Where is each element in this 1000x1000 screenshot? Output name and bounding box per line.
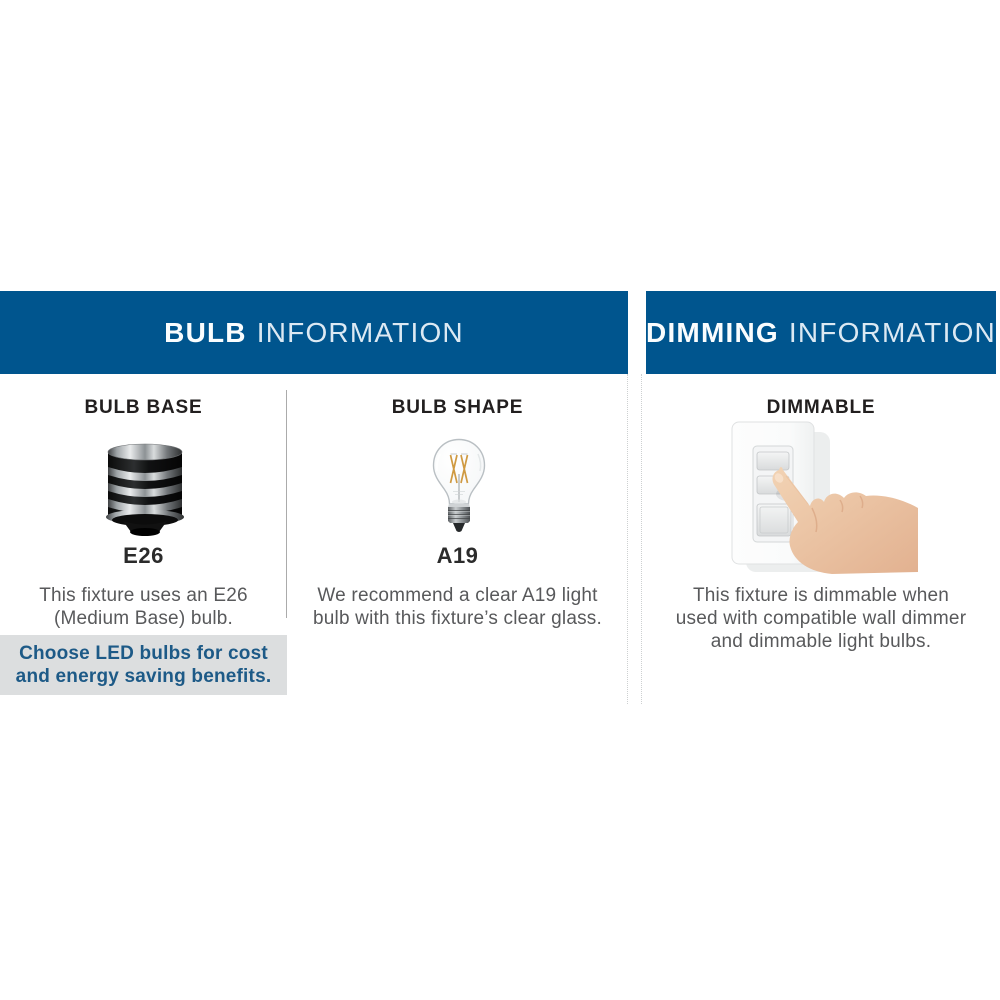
bulb-shape-description-line: We recommend a clear A19 light: [317, 585, 598, 606]
bulb-header-regular: INFORMATION: [256, 316, 464, 348]
dimming-header-regular: INFORMATION: [788, 316, 996, 348]
led-recommendation-note: [0, 635, 287, 695]
bulb-base-label: E26: [123, 543, 164, 568]
bulb-shape-heading: BULB SHAPE: [391, 397, 524, 418]
dimmable-description-line: and dimmable light bulbs.: [710, 631, 932, 652]
led-note-line: and energy saving benefits.: [15, 666, 272, 687]
bulb-base-description: [0, 584, 287, 630]
dimming-header-bold: DIMMING: [646, 316, 779, 348]
bulb-information-header: [0, 291, 628, 374]
bulb-base-description-line: This fixture uses an E26: [39, 585, 248, 606]
bulb-base-description-line: (Medium Base) bulb.: [53, 608, 234, 629]
bulb-shape-description: [287, 584, 628, 630]
section-divider-left: [627, 374, 628, 704]
bulb-base-heading: BULB BASE: [84, 397, 203, 418]
section-divider-right: [641, 374, 642, 704]
bulb-shape-description-line: bulb with this fixture’s clear glass.: [312, 608, 602, 629]
bulb-shape-label: A19: [436, 543, 479, 568]
dimmable-description-line: This fixture is dimmable when: [692, 585, 950, 606]
dimmable-description-line: used with compatible wall dimmer: [675, 608, 967, 629]
bulb-header-bold: BULB: [164, 316, 247, 348]
a19-bulb-image: [426, 438, 492, 536]
dimmer-switch-hand-image: [720, 416, 918, 578]
dimming-information-header: [646, 291, 996, 374]
e26-bulb-base-image: [99, 441, 191, 537]
led-note-line: Choose LED bulbs for cost: [19, 643, 268, 664]
dimmable-heading: DIMMABLE: [766, 397, 876, 418]
dimmable-description: [646, 584, 996, 653]
